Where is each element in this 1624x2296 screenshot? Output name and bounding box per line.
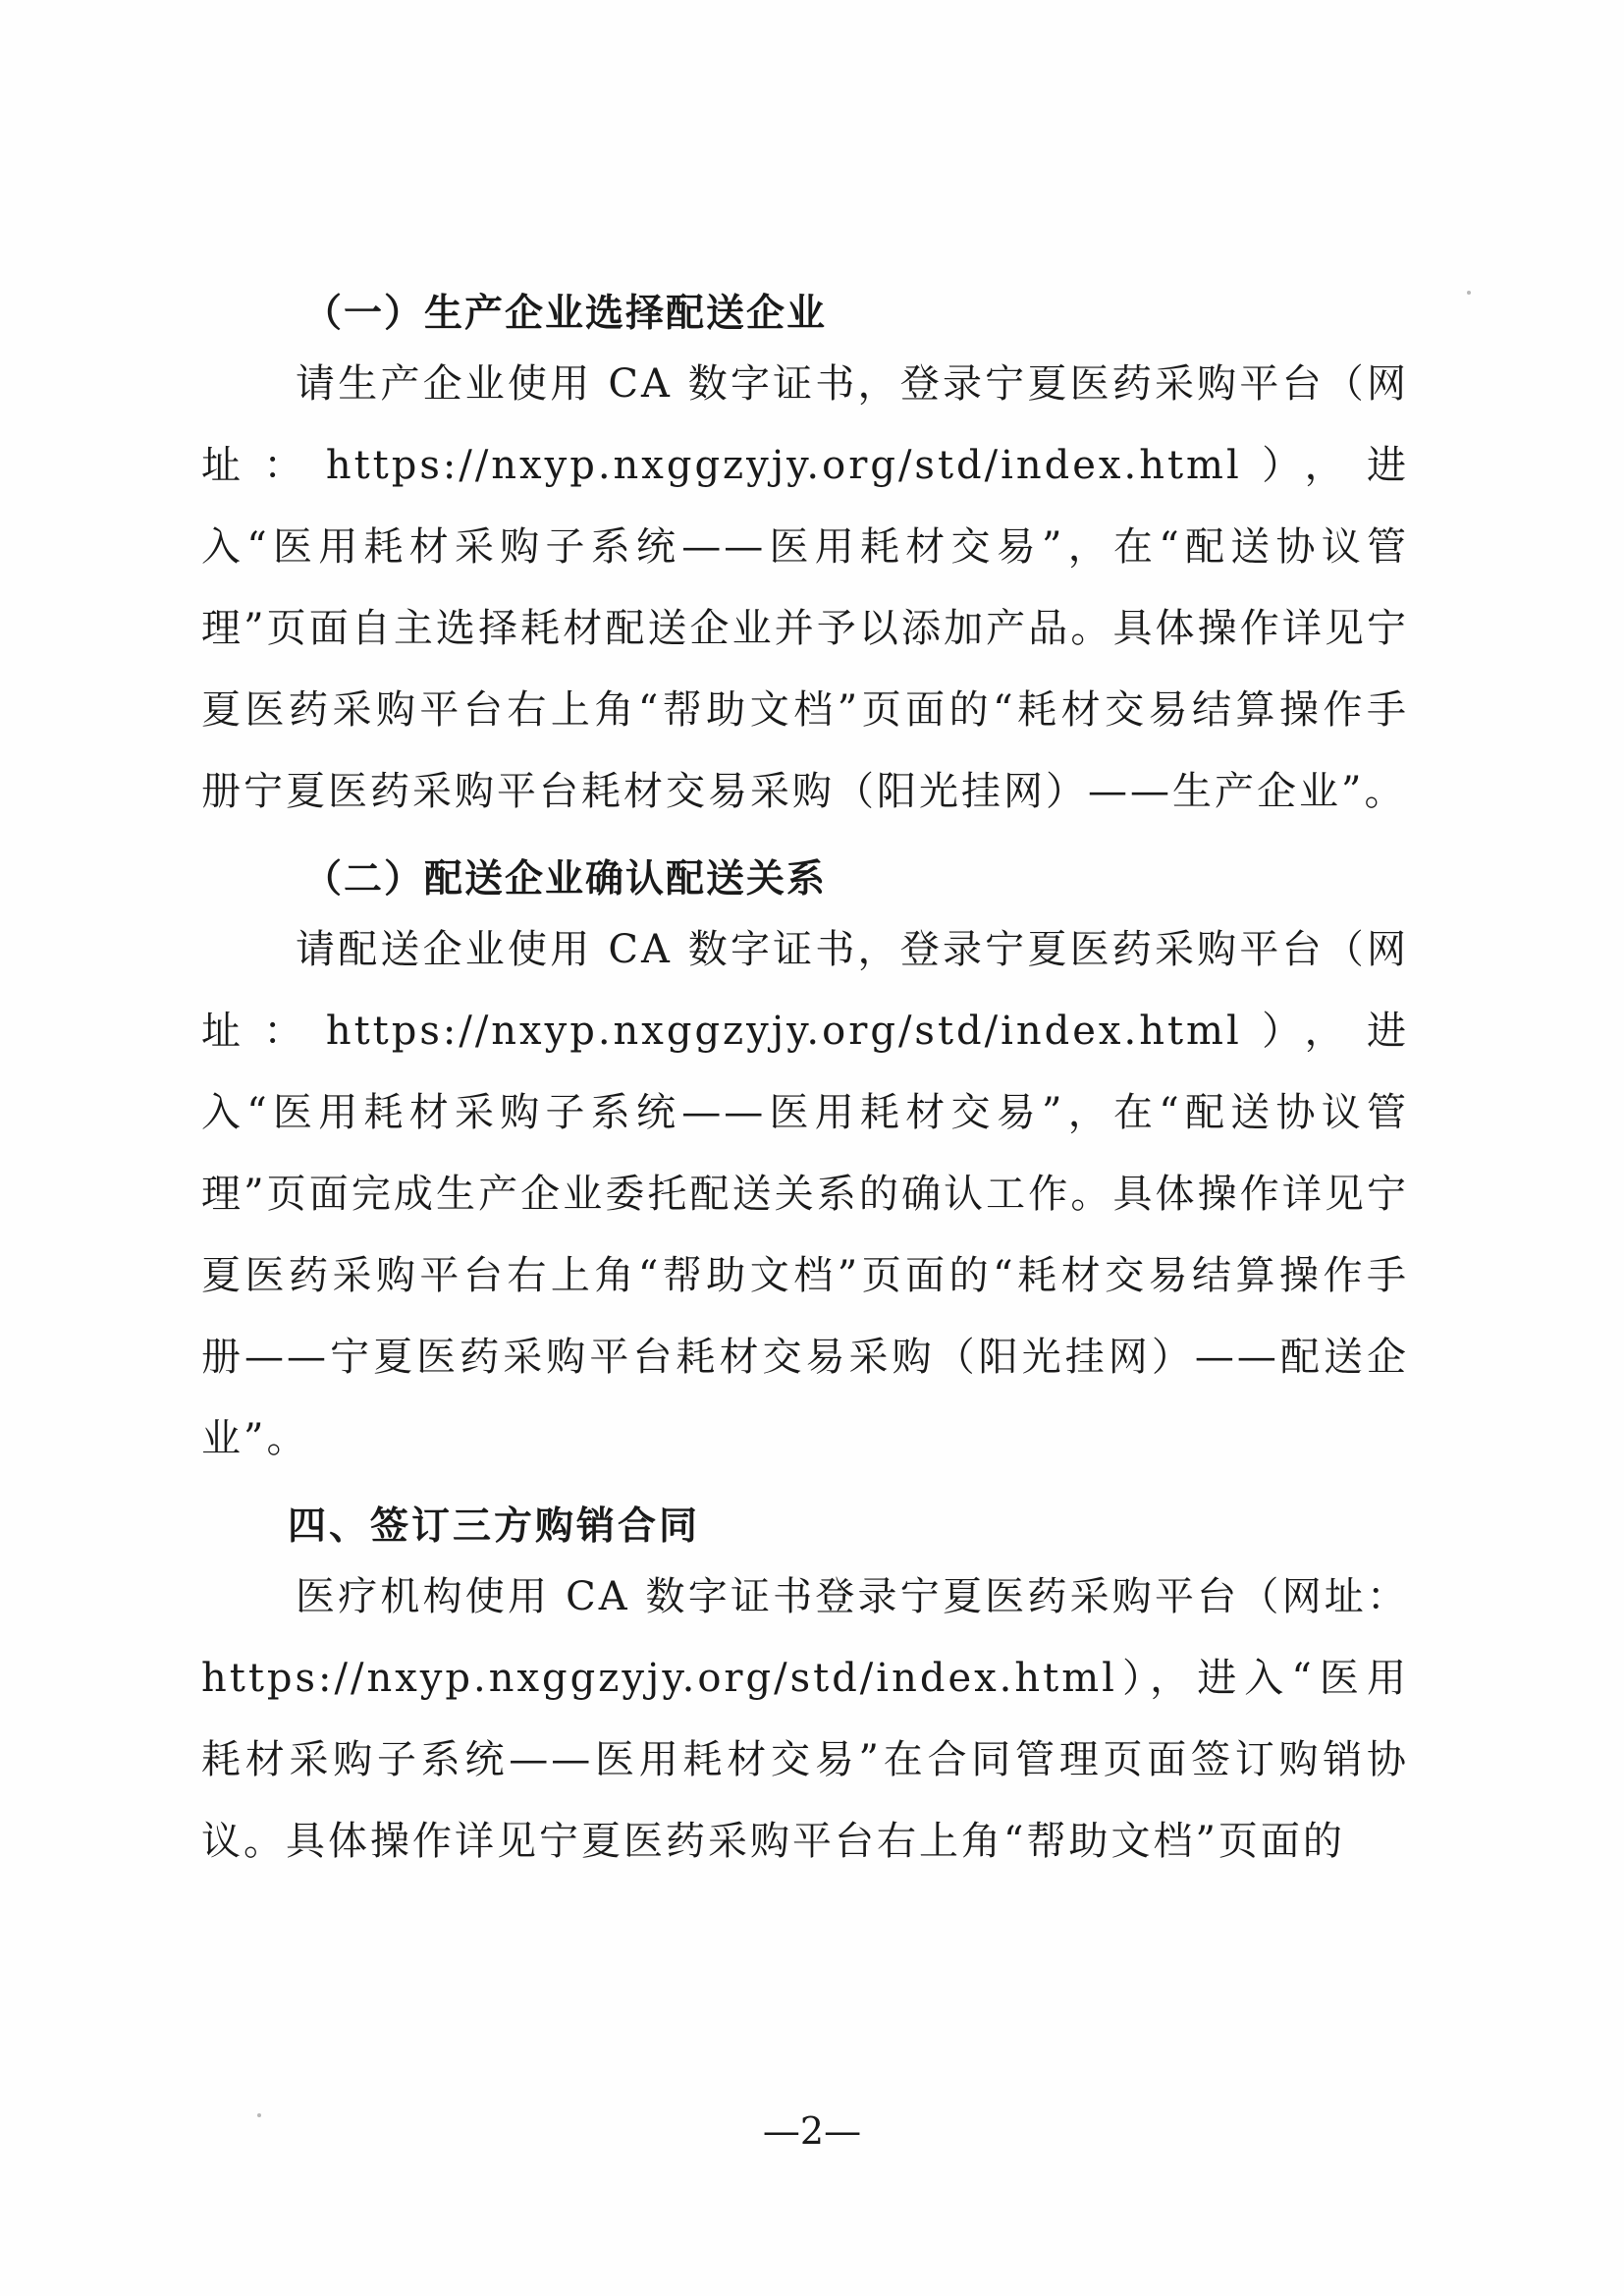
scan-speck — [1467, 291, 1471, 295]
section-paragraph: 请配送企业使用 CA 数字证书，登录宁夏医药采购平台（网址：https://nxyp.nxggzyjy.org/std/index.html），进入“医用耗材采购子系统——医用耗材交易”，在“配送协议管理”页面完成生产企业委托配送关系的确认工作。具体操作详见宁夏医药采购平台右上角“帮助文档”页面的“耗材交易结算操作手册——宁夏医药采购平台耗材交易采购（阳光挂网）——配送企业”。 — [201, 927, 1409, 1461]
section-paragraph: 请生产企业使用 CA 数字证书，登录宁夏医药采购平台（网址：https://nxyp.nxggzyjy.org/std/index.html），进入“医用耗材采购子系统——医用耗材交易”，在“配送协议管理”页面自主选择耗材配送企业并予以添加产品。具体操作详见宁夏医药采购平台右上角“帮助文档”页面的“耗材交易结算操作手册宁夏医药采购平台耗材交易采购（阳光挂网）——生产企业”。 — [201, 361, 1409, 814]
section-heading: 四、签订三方购销合同 — [288, 1504, 701, 1549]
section-paragraph: 医疗机构使用 CA 数字证书登录宁夏医药采购平台（网址：https://nxyp.nxggzyjy.org/std/index.html），进入“医用耗材采购子系统——医用耗材交易”在合同管理页面签订购销协议。具体操作详见宁夏医药采购平台右上角“帮助文档”页面的 — [201, 1574, 1409, 1864]
document-body — [201, 285, 1409, 1900]
section-heading: （一）生产企业选择配送企业 — [303, 292, 828, 336]
section-3 — [201, 1498, 1409, 1883]
page-number: —2— — [762, 2109, 862, 2153]
section-1 — [201, 285, 1409, 833]
section-2 — [201, 850, 1409, 1480]
section-heading: （二）配送企业确认配送关系 — [303, 857, 828, 902]
